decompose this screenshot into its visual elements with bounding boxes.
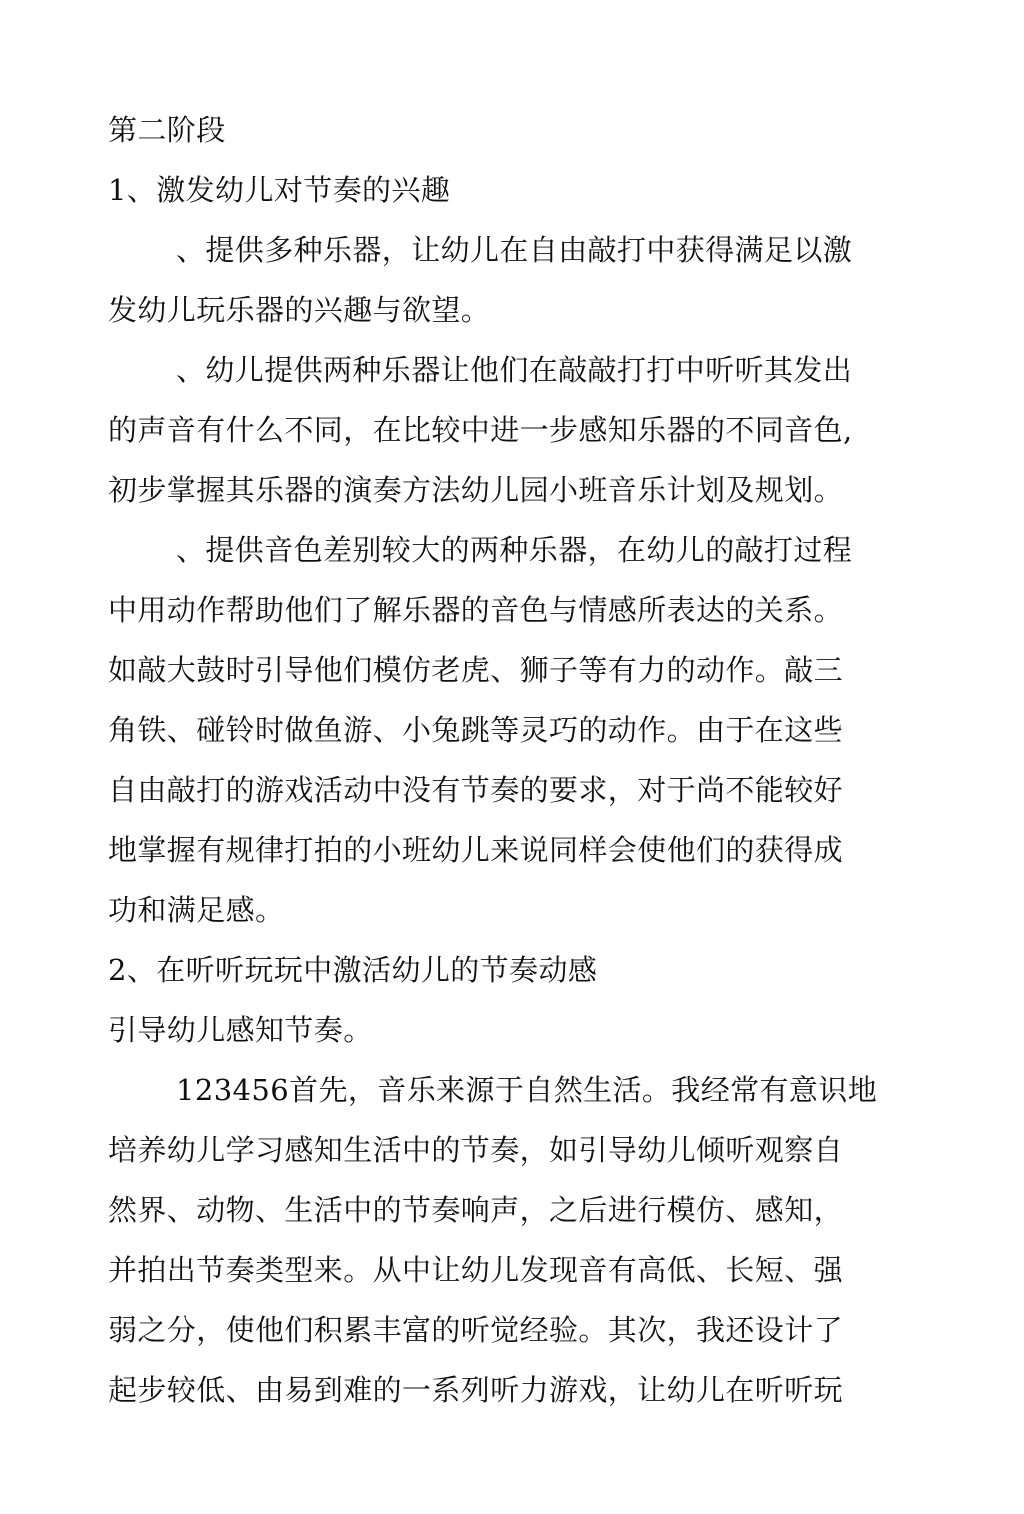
- paragraph-line: 起步较低、由易到难的一系列听力游戏，让幼儿在听听玩: [108, 1373, 844, 1407]
- paragraph-line: 地掌握有规律打拍的小班幼儿来说同样会使他们的获得成: [108, 833, 844, 867]
- paragraph-line: 功和满足感。: [108, 893, 285, 927]
- paragraph-line: 123456首先，音乐来源于自然生活。我经常有意识地: [176, 1073, 878, 1107]
- paragraph-line: 然界、动物、生活中的节奏响声，之后进行模仿、感知，: [108, 1193, 844, 1227]
- paragraph-line: 的声音有什么不同，在比较中进一步感知乐器的不同音色,: [108, 413, 853, 447]
- paragraph-line: 、提供多种乐器，让幼儿在自由敲打中获得满足以激: [176, 233, 853, 267]
- paragraph-line: 弱之分，使他们积累丰富的听觉经验。其次，我还设计了: [108, 1313, 844, 1347]
- paragraph-line: 引导幼儿感知节奏。: [108, 1013, 373, 1047]
- paragraph-line: 如敲大鼓时引导他们模仿老虎、狮子等有力的动作。敲三: [108, 653, 844, 687]
- section-heading: 第二阶段: [108, 113, 226, 147]
- paragraph-line: 中用动作帮助他们了解乐器的音色与情感所表达的关系。: [108, 593, 844, 627]
- paragraph-line: 自由敲打的游戏活动中没有节奏的要求，对于尚不能较好: [108, 773, 844, 807]
- paragraph-line: 、提供音色差别较大的两种乐器，在幼儿的敲打过程: [176, 533, 853, 567]
- subheading-1: 1、激发幼儿对节奏的兴趣: [108, 173, 451, 207]
- paragraph-line: 发幼儿玩乐器的兴趣与欲望。: [108, 293, 491, 327]
- subheading-2: 2、在听听玩玩中激活幼儿的节奏动感: [108, 953, 598, 987]
- paragraph-line: 初步掌握其乐器的演奏方法幼儿园小班音乐计划及规划。: [108, 473, 844, 507]
- paragraph-line: 培养幼儿学习感知生活中的节奏，如引导幼儿倾听观察自: [108, 1133, 844, 1167]
- paragraph-line: 、幼儿提供两种乐器让他们在敲敲打打中听听其发出: [176, 353, 853, 387]
- paragraph-line: 角铁、碰铃时做鱼游、小兔跳等灵巧的动作。由于在这些: [108, 713, 844, 747]
- paragraph-line: 并拍出节奏类型来。从中让幼儿发现音有高低、长短、强: [108, 1253, 844, 1287]
